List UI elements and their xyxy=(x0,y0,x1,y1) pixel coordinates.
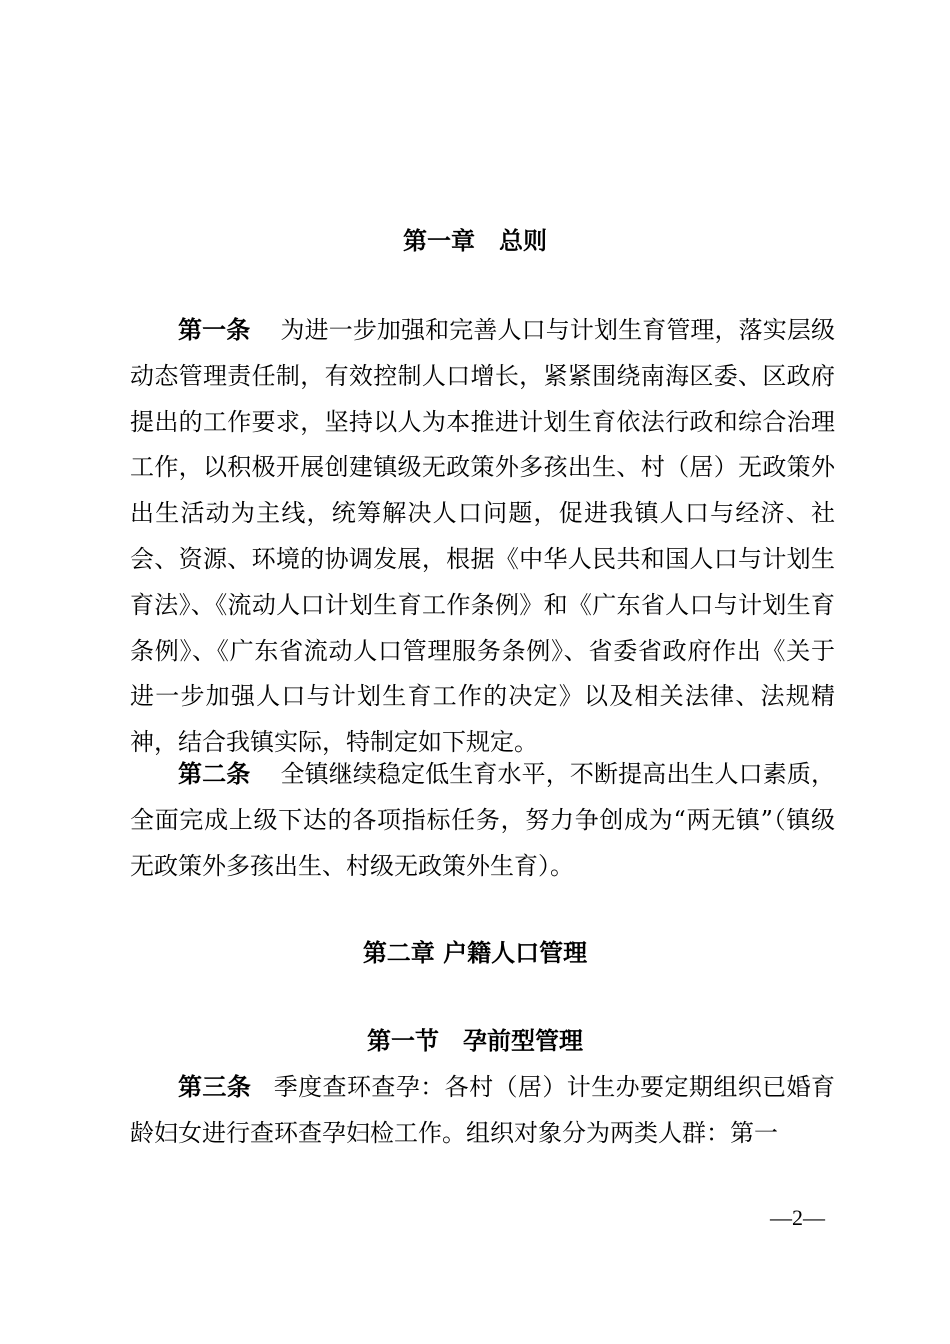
article-2-label: 第二条 xyxy=(178,760,251,788)
article-3-label: 第三条 xyxy=(178,1073,252,1101)
article-2-paragraph xyxy=(130,752,835,889)
chapter-2-title: 第二章 户籍人口管理 xyxy=(362,939,588,967)
article-3-text: 季度查环查孕：各村（居）计生办要定期组织已婚育龄妇女进行查环查孕妇检工作。组织对象分为两类人群：第一 xyxy=(130,1073,836,1147)
article-1-paragraph xyxy=(130,308,835,766)
article-2-text: 全镇继续稳定低生育水平，不断提高出生人口素质，全面完成上级下达的各项指标任务，努力争创成为“两无镇”（镇级无政策外多孩出生、村级无政策外生育）。 xyxy=(130,760,836,880)
article-1-label: 第一条 xyxy=(178,316,251,344)
article-1-text: 为进一步加强和完善人口与计划生育管理，落实层级动态管理责任制，有效控制人口增长，紧紧围绕南海区委、区政府提出的工作要求，坚持以人为本推进计划生育依法行政和综合治理工作，以积极开展创建镇级无政策外多孩出生、村（居）无政策外出生活动为主线，统筹解决人口问题，促进我镇人口与经济、社会、资源、环境的协调发展，根据《中华人民共和国人口与计划生育法》、《流动人口计划生育工作条例》和《广东省人口与计划生育条例》、《广东省流动人口管理服务条例》、省委省政府作出《关于进一步加强人口与计划生育工作的决定》以及相关法律、法规精神，结合我镇实际，特制定如下规定。 xyxy=(130,316,836,757)
section-1-title: 第一节 孕前型管理 xyxy=(367,1026,583,1055)
article-3-paragraph xyxy=(130,1065,835,1157)
chapter-1-title: 第一章 总则 xyxy=(403,227,547,255)
page-number: —2— xyxy=(770,1205,825,1230)
